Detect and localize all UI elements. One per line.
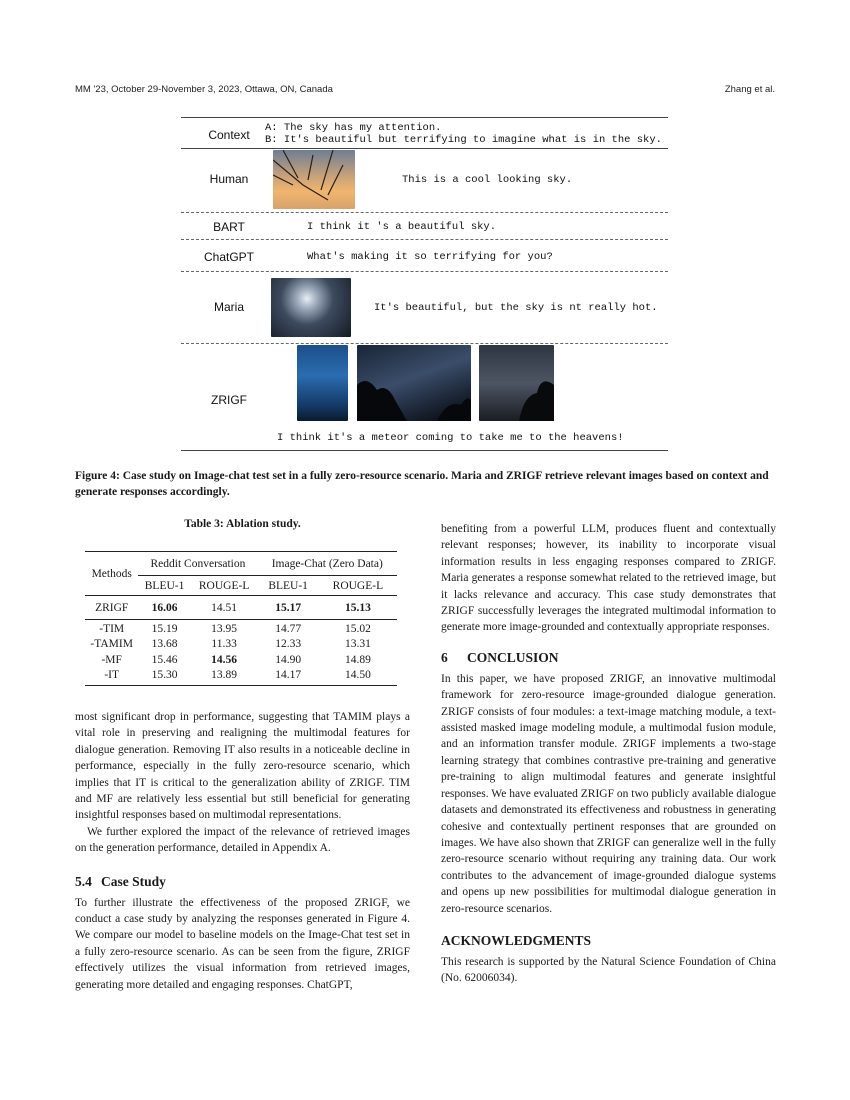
running-header-left: MM '23, October 29-November 3, 2023, Ottawa, ON, Canada	[75, 84, 333, 95]
zrigf-response: I think it's a meteor coming to take me to the heavens!	[277, 432, 624, 444]
table-caption: Table 3: Ablation study.	[184, 518, 301, 530]
table-cell: 12.33	[275, 637, 302, 650]
table-row	[85, 620, 397, 636]
maria-response: It's beautiful, but the sky is nt really hot.	[374, 302, 658, 314]
zrigf-label: ZRIGF	[211, 393, 247, 407]
table-subheader: ROUGE-L	[319, 576, 397, 596]
table-cell: 13.95	[211, 623, 238, 636]
table-cell-method: -MF	[101, 653, 122, 666]
figure-caption-text: Case study on Image-chat test set in a fully zero-resource scenario. Maria and ZRIGF retrieve relevant images based on context and generate responses accordingly.	[75, 470, 769, 498]
table-cell-method: -TAMIM	[90, 637, 133, 650]
zrigf-milky-way-image	[357, 345, 471, 421]
context-label: Context	[208, 128, 250, 142]
table-cell-method: -IT	[85, 668, 138, 686]
table-cell: 13.31	[344, 637, 371, 650]
table-cell: 16.06	[138, 596, 190, 620]
tree-silhouette-icon	[357, 345, 471, 421]
table-cell: 11.33	[211, 637, 237, 650]
table-cell: 14.17	[257, 668, 318, 686]
figure-top-rule	[181, 117, 668, 118]
divider-2	[181, 239, 668, 240]
section-heading-conclusion	[441, 650, 776, 666]
divider-3	[181, 271, 668, 272]
body-paragraph: We further explored the impact of the relevance of retrieved images on the generation performance, detailed in Appendix A.	[75, 825, 410, 855]
section-number: 6	[441, 649, 448, 665]
table-row	[85, 652, 397, 668]
tree-silhouette-icon	[479, 345, 554, 421]
tree-branches-icon	[273, 150, 355, 209]
table-cell: 13.89	[191, 668, 258, 686]
left-column	[75, 709, 410, 993]
figure-bottom-rule	[181, 450, 668, 451]
maria-moon-image	[271, 278, 351, 337]
table-cell: 15.30	[138, 668, 190, 686]
zrigf-meteor-image	[479, 345, 554, 421]
body-paragraph: benefiting from a powerful LLM, produces fluent and contextually relevant responses; however, its inability to incorporate visual information results in less engaging responses compared to ZRIGF. Maria generates a response somewhat related to the retrieved image, but it lacks relevance and accuracy. This case study demonstrates that ZRIGF successfully leverages the integrated multimodal information to generate more image-grounded and contextually appropriate responses.	[441, 523, 776, 634]
table-row	[85, 636, 397, 652]
section-title: Case Study	[101, 873, 166, 889]
table-cell: 15.19	[151, 623, 178, 636]
table-cell: 14.89	[344, 653, 371, 666]
figure-caption	[75, 468, 780, 500]
section-number: 5.4	[75, 873, 92, 889]
human-label: Human	[209, 172, 249, 186]
table-row	[85, 668, 397, 686]
figure-caption-prefix: Figure 4:	[75, 470, 120, 482]
table-row	[85, 596, 397, 620]
zrigf-star-trail-image	[297, 345, 348, 421]
section-heading-case-study	[75, 874, 410, 890]
running-header-right: Zhang et al.	[724, 84, 775, 95]
chatgpt-response: What's making it so terrifying for you?	[307, 251, 553, 263]
table-cell: 14.90	[275, 653, 302, 666]
table-cell: 15.02	[344, 623, 371, 636]
bart-response: I think it 's a beautiful sky.	[307, 221, 497, 233]
body-paragraph: In this paper, we have proposed ZRIGF, an innovative multimodal framework for zero-resource image-grounded dialogue generation. ZRIGF consists of four modules: a text-image matching module, a text-assisted masked image modeling module, a multimodal fusion module, and an information transfer module. ZRIGF implements a two-stage learning strategy that combines contrastive pre-training and generative pre-training to align multimodal features and generate insightful responses. We have evaluated ZRIGF on two publicly available dialogue datasets and demonstrated its effectiveness and robustness in generating cohesive and contextually pertinent responses that are grounded on images. We have also shown that ZRIGF can generalize well in the fully zero-resource scenario without requiring any training data. Our work contributes to the advancement of image-grounded dialogue systems and opens up new possibilities for multimodal dialogue generation in zero-resource scenarios.	[441, 672, 776, 915]
right-column	[441, 521, 776, 987]
bart-label: BART	[213, 220, 245, 234]
maria-label: Maria	[213, 300, 244, 314]
chatgpt-label: ChatGPT	[203, 250, 254, 264]
context-line-a: A: The sky has my attention.	[265, 122, 442, 134]
figure-case-study	[0, 0, 850, 465]
body-paragraph: To further illustrate the effectiveness of the proposed ZRIGF, we conduct a case study by analyzing the responses generated in Figure 4. We compare our model to baseline models on the Image-Chat test set in a fully zero-resource scenario. As can be seen from the figure, ZRIGF effectively utilizes the visual information from retrieved images, generating more detailed and engaging responses. ChatGPT,	[75, 896, 410, 991]
table-cell: 13.68	[151, 637, 178, 650]
divider-4	[181, 343, 668, 344]
table-header-group-reddit: Reddit Conversation	[138, 552, 257, 576]
human-response: This is a cool looking sky.	[402, 174, 573, 186]
table-cell: 15.17	[257, 596, 318, 620]
table-cell: 14.77	[275, 623, 302, 636]
body-paragraph: most significant drop in performance, suggesting that TAMIM plays a vital role in preserving and realigning the multimodal features for dialogue generation. Removing IT also results in a noticeable decline in performance, especially in the fully zero-resource scenario, which implies that IT is critical to the generalization ability of ZRIGF. TIM and MF are relatively less essential but still beneficial for generating insightful responses based on multimodal representations.	[75, 711, 410, 822]
table-header-methods: Methods	[85, 552, 138, 596]
table-cell-method: ZRIGF	[85, 596, 138, 620]
context-line-b: B: It's beautiful but terrifying to imagine what is in the sky.	[265, 134, 662, 146]
table-subheader: BLEU-1	[138, 576, 190, 596]
table-cell-method: -TIM	[99, 623, 125, 636]
table-cell: 15.46	[151, 653, 178, 666]
table-cell: 14.51	[191, 596, 258, 620]
ablation-table	[85, 551, 397, 686]
section-title: CONCLUSION	[467, 649, 559, 665]
table-cell: 15.13	[319, 596, 397, 620]
table-cell: 14.56	[211, 653, 238, 666]
context-rule	[181, 148, 668, 149]
table-subheader: ROUGE-L	[191, 576, 258, 596]
divider-1	[181, 212, 668, 213]
table-subheader: BLEU-1	[257, 576, 318, 596]
body-paragraph: This research is supported by the Natural Science Foundation of China (No. 62006034).	[441, 955, 776, 985]
human-sky-image	[273, 150, 355, 209]
table-cell: 14.50	[319, 668, 397, 686]
table-header-group-imagechat: Image-Chat (Zero Data)	[257, 552, 397, 576]
section-heading-acknowledgments: ACKNOWLEDGMENTS	[441, 932, 592, 948]
